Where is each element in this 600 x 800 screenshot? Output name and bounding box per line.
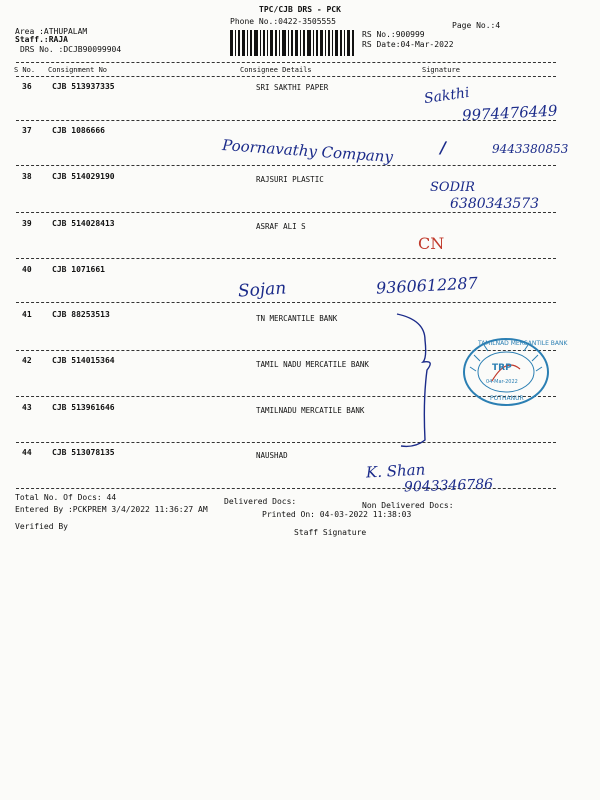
row-sno: 39 xyxy=(22,219,32,228)
staff-label: Staff.:RAJA xyxy=(15,35,68,44)
divider xyxy=(16,76,556,77)
handwritten-signature: SODIR xyxy=(430,180,475,195)
doc-title: TPC/CJB DRS - PCK xyxy=(259,5,341,14)
handwritten-bracket xyxy=(395,310,445,450)
rs-number: RS No.:900999 xyxy=(362,30,425,39)
divider xyxy=(16,302,556,303)
rs-date: RS Date:04-Mar-2022 xyxy=(362,40,454,49)
handwritten-signature: Sojan xyxy=(237,278,287,302)
handwritten-phone: 9443380853 xyxy=(492,142,569,156)
row-consignment: CJB 513078135 xyxy=(52,448,115,457)
col-consignment: Consignment No xyxy=(48,66,108,74)
total-docs: Total No. Of Docs: 44 xyxy=(15,493,117,502)
row-sno: 38 xyxy=(22,172,32,181)
col-details: Consignee Details xyxy=(240,66,312,74)
row-sno: 40 xyxy=(22,265,32,274)
area-label: Area :ATHUPALAM xyxy=(15,27,88,36)
row-consignee: TN MERCANTILE BANK xyxy=(256,314,338,323)
row-consignment: CJB 1071661 xyxy=(52,265,105,274)
printed-on: Printed On: 04-03-2022 11:38:03 xyxy=(262,510,412,519)
phone-number: Phone No.:0422-3505555 xyxy=(230,17,336,26)
drs-number: DRS No. :DCJB90099904 xyxy=(20,45,122,54)
handwritten-mark: CN xyxy=(418,234,445,253)
handwritten-name: Poornavathy Company xyxy=(221,136,394,166)
handwritten-phone: 6380343573 xyxy=(450,196,540,212)
handwritten-signature: Sakthi xyxy=(423,84,471,108)
divider xyxy=(16,442,556,443)
row-sno: 44 xyxy=(22,448,32,457)
staff-signature: Staff Signature xyxy=(294,528,367,537)
handwritten-phone: 9974476449 xyxy=(461,101,558,125)
row-sno: 42 xyxy=(22,356,32,365)
stamp-date: 04-Mar-2022 xyxy=(486,379,518,385)
stamp-ring-text: TAMILNAD MERCANTILE BANK xyxy=(478,340,568,347)
divider xyxy=(16,212,556,213)
divider xyxy=(16,165,556,166)
row-consignee: ASRAF ALI S xyxy=(256,222,306,231)
row-consignee: NAUSHAD xyxy=(256,451,288,460)
row-consignment: CJB 513961646 xyxy=(52,403,115,412)
barcode-icon xyxy=(230,30,356,56)
row-consignee: SRI SAKTHI PAPER xyxy=(256,83,329,92)
delivered-docs: Delivered Docs: xyxy=(224,497,297,506)
row-sno: 41 xyxy=(22,310,32,319)
handwritten-phone: 9043346786 xyxy=(403,476,494,496)
row-consignment: CJB 1086666 xyxy=(52,126,105,135)
entered-by: Entered By :PCKPREM 3/4/2022 11:36:27 AM xyxy=(15,505,208,514)
stamp-center: TRP xyxy=(492,363,512,373)
handwritten-signature-mark: ⁠∕ xyxy=(440,138,446,157)
handwritten-phone: 9360612287 xyxy=(375,273,479,298)
row-consignee: TAMIL NADU MERCATILE BANK xyxy=(256,360,369,369)
handwritten-signature: K. Shan xyxy=(365,460,426,482)
divider xyxy=(16,62,556,63)
col-signature: Signature xyxy=(422,66,460,74)
page-number: Page No.:4 xyxy=(452,21,501,30)
row-sno: 36 xyxy=(22,82,32,91)
non-delivered-docs: Non Delivered Docs: xyxy=(362,501,454,510)
col-sno: S No. xyxy=(14,66,36,74)
row-sno: 43 xyxy=(22,403,32,412)
row-consignment: CJB 514015364 xyxy=(52,356,115,365)
row-consignee: RAJSURI PLASTIC xyxy=(256,175,324,184)
row-consignment: CJB 514028413 xyxy=(52,219,115,228)
row-sno: 37 xyxy=(22,126,32,135)
divider xyxy=(16,258,556,259)
row-consignment: CJB 514029190 xyxy=(52,172,115,181)
stamp-branch: POTHANUR xyxy=(490,395,524,402)
verified-by: Verified By xyxy=(15,522,68,531)
row-consignment: CJB 88253513 xyxy=(52,310,110,319)
row-consignment: CJB 513937335 xyxy=(52,82,115,91)
row-consignee: TAMILNADU MERCATILE BANK xyxy=(256,406,365,415)
